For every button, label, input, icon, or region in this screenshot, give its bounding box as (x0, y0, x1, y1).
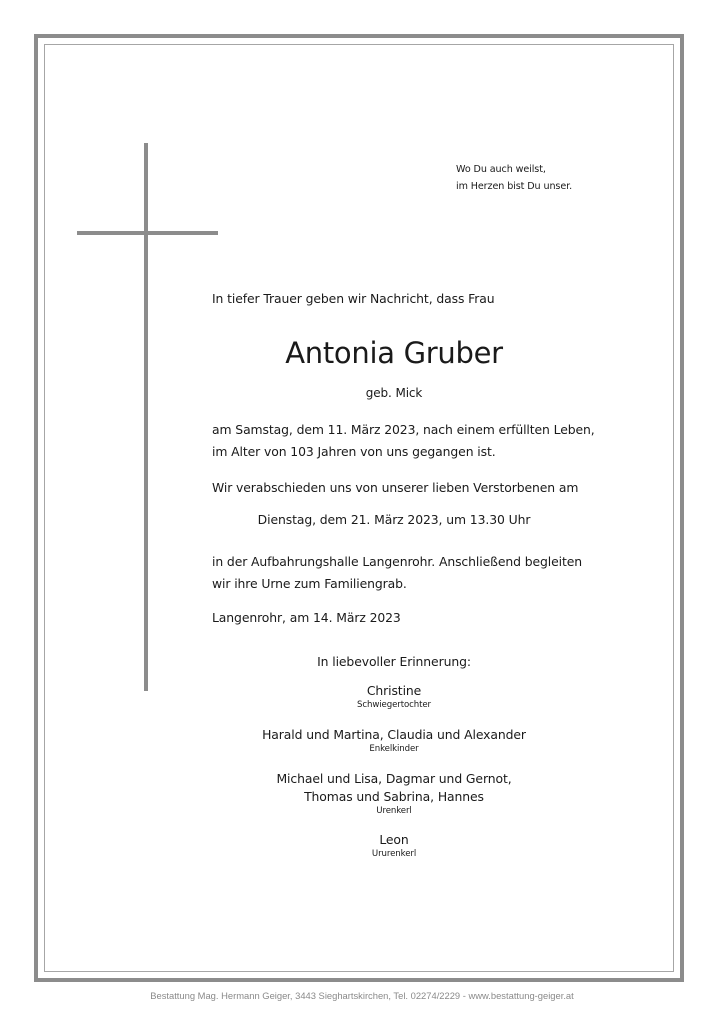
mourner-relation: Schwiegertochter (357, 700, 431, 710)
mourner-name: Leon (379, 832, 409, 847)
mourner-name: Michael und Lisa, Dagmar und Gernot, (276, 771, 512, 786)
mourner-relation: Enkelkinder (369, 744, 419, 754)
mourner-name: Thomas und Sabrina, Hannes (304, 789, 484, 804)
memory-heading: In liebevoller Erinnerung: (317, 654, 471, 669)
birth-name: geb. Mick (365, 386, 423, 400)
mourner-relation: Ururenkerl (371, 849, 417, 859)
place-date: Langenrohr, am 14. März 2023 (212, 610, 401, 625)
farewell-date: Dienstag, dem 21. März 2023, um 13.30 Uhr (257, 512, 531, 527)
death-line-2: im Alter von 103 Jahren von uns gegangen ist. (212, 444, 496, 459)
intro-text: In tiefer Trauer geben wir Nachricht, dass Frau (212, 291, 495, 306)
mourner-name: Harald und Martina, Claudia und Alexander (262, 727, 526, 742)
mourner-relation: Urenkerl (376, 806, 412, 816)
death-line-1: am Samstag, dem 11. März 2023, nach einem erfüllten Leben, (212, 422, 595, 437)
deceased-name: Antonia Gruber (285, 336, 503, 370)
cross-vertical-bar (144, 143, 148, 691)
motto-line-2: im Herzen bist Du unser. (456, 181, 573, 192)
motto-line-1: Wo Du auch weilst, (456, 164, 546, 175)
farewell-place-line-2: wir ihre Urne zum Familiengrab. (212, 576, 407, 591)
cross-horizontal-bar (77, 231, 218, 235)
farewell-place-line-1: in der Aufbahrungshalle Langenrohr. Anschließend begleiten (212, 554, 582, 569)
mourner-name: Christine (366, 683, 422, 698)
footer-imprint: Bestattung Mag. Hermann Geiger, 3443 Sieghartskirchen, Tel. 02274/2229 - www.bestattung-geiger.at (150, 990, 574, 1001)
farewell-intro: Wir verabschieden uns von unserer lieben Verstorbenen am (212, 480, 579, 495)
